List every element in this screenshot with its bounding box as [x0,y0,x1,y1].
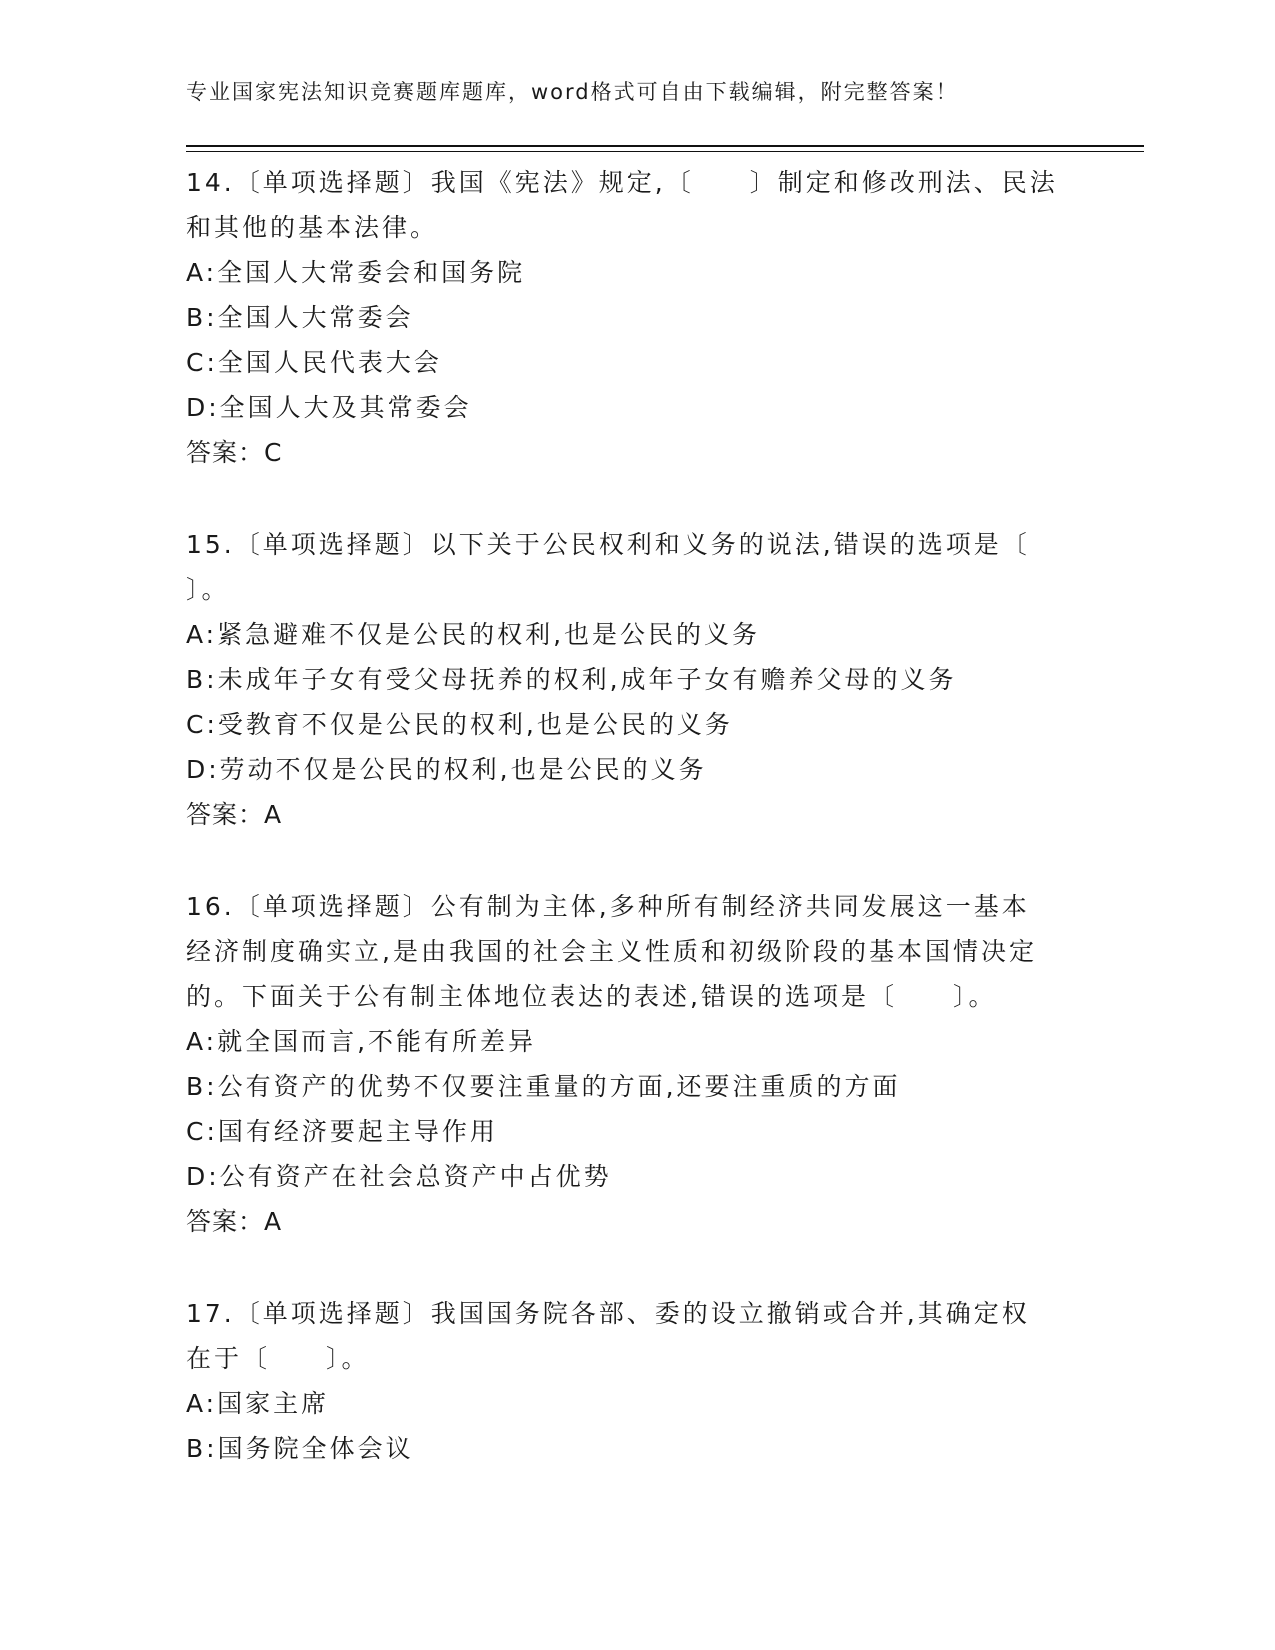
question-15 [186,522,1066,837]
answer-line: 答案：A [186,800,283,829]
question-16 [186,884,1066,1244]
question-stem: 15.〔单项选择题〕以下关于公民权利和义务的说法,错误的选项是〔 [186,530,1030,559]
header-divider [186,145,1144,152]
option-a: A:全国人大常委会和国务院 [186,258,526,287]
option-c: C:国有经济要起主导作用 [186,1117,498,1146]
question-14 [186,160,1066,475]
answer-line: 答案：A [186,1207,283,1236]
option-b: B:未成年子女有受父母抚养的权利,成年子女有赡养父母的义务 [186,665,957,694]
option-a: A:国家主席 [186,1389,330,1418]
option-b: B:全国人大常委会 [186,303,414,332]
option-c: C:全国人民代表大会 [186,348,442,377]
question-stem: 和其他的基本法律。 [186,213,439,242]
question-stem: 17.〔单项选择题〕我国国务院各部、委的设立撤销或合并,其确定权 [186,1299,1030,1328]
page-header: 专业国家宪法知识竞赛题库题库，word格式可自由下载编辑，附完整答案！ [186,80,959,104]
option-c: C:受教育不仅是公民的权利,也是公民的义务 [186,710,733,739]
question-17 [186,1291,1066,1471]
option-a: A:紧急避难不仅是公民的权利,也是公民的义务 [186,620,761,649]
option-d: D:公有资产在社会总资产中占优势 [186,1162,612,1191]
question-stem: 在于〔 〕。 [186,1344,370,1373]
option-a: A:就全国而言,不能有所差异 [186,1027,537,1056]
option-d: D:劳动不仅是公民的权利,也是公民的义务 [186,755,707,784]
question-stem: 16.〔单项选择题〕公有制为主体,多种所有制经济共同发展这一基本 [186,892,1030,921]
question-stem: 经济制度确实立,是由我国的社会主义性质和初级阶段的基本国情决定 [186,937,1037,966]
option-d: D:全国人大及其常委会 [186,393,472,422]
answer-line: 答案：C [186,438,283,467]
question-list [186,160,1066,1518]
question-stem: 〕。 [186,575,230,604]
question-stem: 的。下面关于公有制主体地位表达的表述,错误的选项是〔 〕。 [186,982,997,1011]
option-b: B:公有资产的优势不仅要注重量的方面,还要注重质的方面 [186,1072,901,1101]
question-stem: 14.〔单项选择题〕我国《宪法》规定,〔 〕制定和修改刑法、民法 [186,168,1058,197]
option-b: B:国务院全体会议 [186,1434,414,1463]
